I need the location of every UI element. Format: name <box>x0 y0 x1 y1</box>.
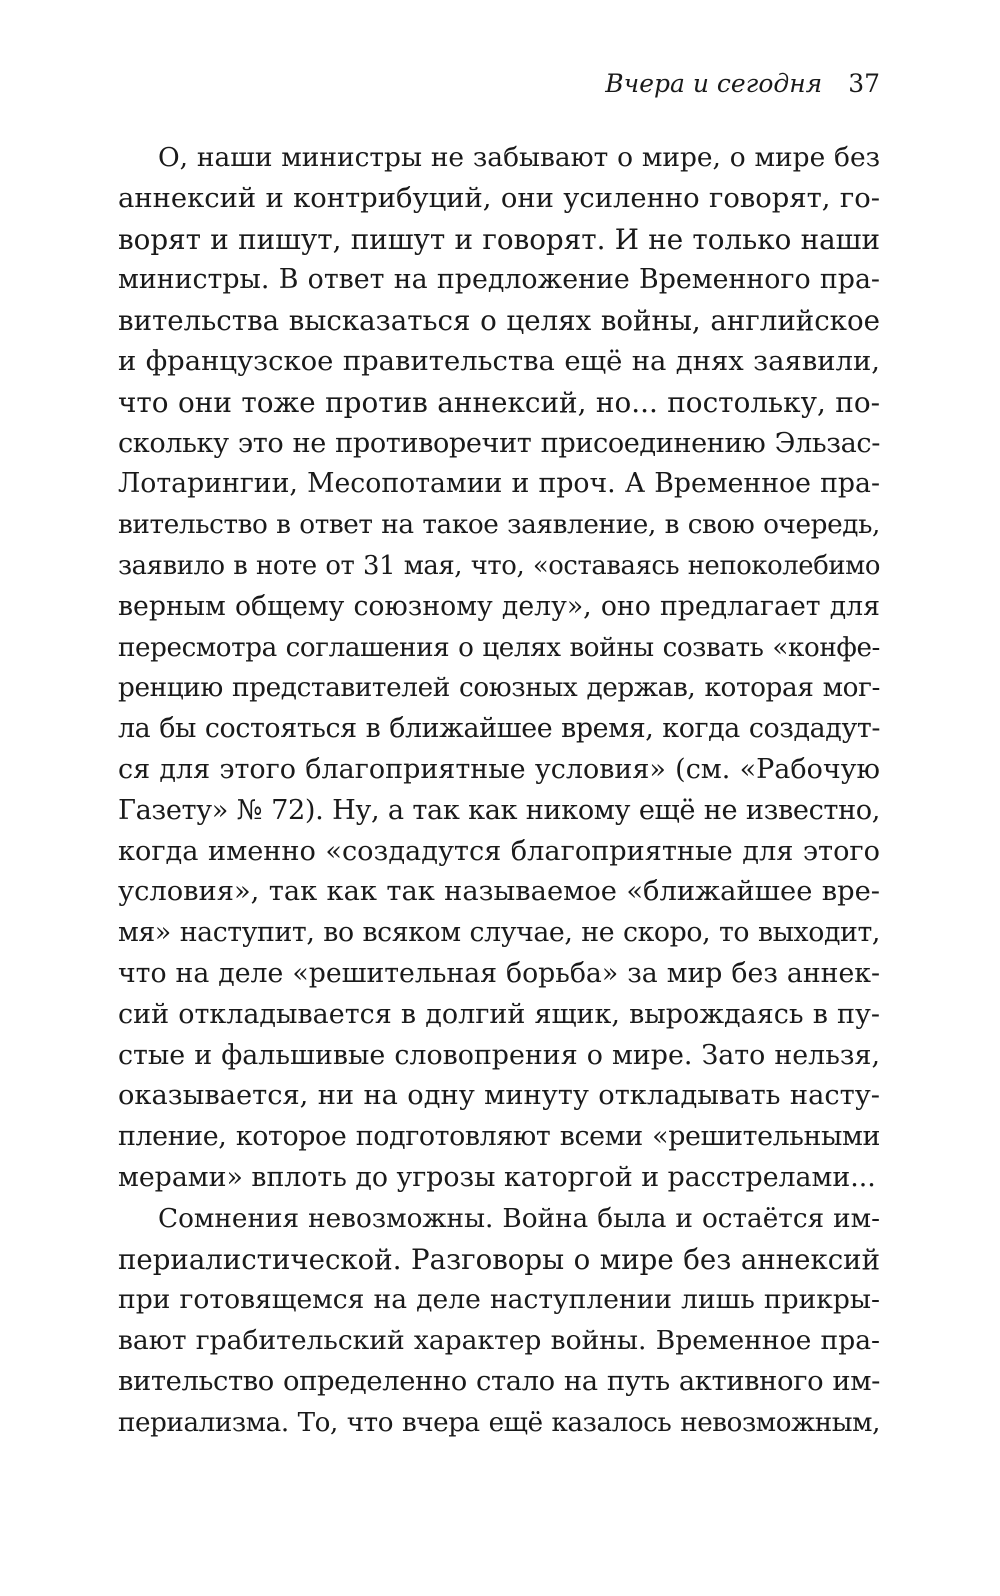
text-line: при готовящемся на деле наступлении лишь прикры- <box>118 1284 880 1316</box>
text-line: Газету» № 72). Ну, а так как никому ещё не известно, <box>118 794 880 826</box>
running-head-title: Вчера и сегодня <box>605 69 823 98</box>
text-line: ся для этого благоприятные условия» (см. «Рабочую <box>118 753 880 785</box>
text-line: мя» наступит, во всяком случае, не скоро, то выходит, <box>118 917 880 949</box>
text-line: ворят и пишут, пишут и говорят. И не только наши <box>118 222 880 256</box>
text-line: оказывается, ни на одну минуту откладывать насту- <box>118 1080 880 1112</box>
text-line: условия», так как так называемое «ближайшее вре- <box>118 876 880 908</box>
text-line: вительства высказаться о целях войны, английское <box>118 304 880 338</box>
text-line: мерами» вплоть до угрозы каторгой и расстрелами... <box>118 1161 876 1193</box>
text-line: верным общему союзному делу», оно предлагает для <box>118 590 880 622</box>
running-head <box>605 68 880 100</box>
text-line: что на деле «решительная борьба» за мир без аннек- <box>118 957 880 989</box>
paragraph-2 <box>118 1199 880 1444</box>
text-line: Лотарингии, Месопотамии и проч. А Временное пра- <box>118 468 880 500</box>
text-line: скольку это не противоречит присоединению Эльзас- <box>118 427 880 459</box>
body-text <box>118 138 880 1444</box>
text-line: вают грабительский характер войны. Временное пра- <box>118 1325 880 1357</box>
text-line: О, наши министры не забывают о мире, о мире без <box>158 142 880 173</box>
text-line: сий откладывается в долгий ящик, вырождаясь в пу- <box>118 998 880 1030</box>
text-line: периализма. То, что вчера ещё казалось невозможным, <box>118 1407 880 1438</box>
text-line: и французское правительства ещё на днях заявили, <box>118 345 880 377</box>
text-line: аннексий и контрибуций, они усиленно говорят, го- <box>118 182 880 214</box>
paragraph-1 <box>118 138 880 1199</box>
text-line: вительство в ответ на такое заявление, в свою очередь, <box>118 510 880 541</box>
text-line: заявило в ноте от 31 мая, что, «оставаясь непоколебимо <box>118 550 880 581</box>
text-line: Сомнения невозможны. Война была и остаётся им- <box>158 1203 880 1234</box>
text-line: пление, которое подготовляют всеми «решительными <box>118 1121 880 1153</box>
text-line: ренцию представителей союзных держав, которая мог- <box>118 673 880 704</box>
text-line: ла бы состояться в ближайшее время, когда создадут- <box>118 713 880 745</box>
text-line: министры. В ответ на предложение Временного пра- <box>118 264 880 296</box>
text-line: когда именно «создадутся благоприятные для этого <box>118 835 880 867</box>
text-line: периалистической. Разговоры о мире без аннексий <box>118 1242 880 1276</box>
text-line: что они тоже против аннексий, но... постольку, по- <box>118 385 880 419</box>
page-number: 37 <box>848 69 880 98</box>
text-line: вительство определенно стало на путь активного им- <box>118 1365 880 1397</box>
text-line: стые и фальшивые словопрения о мире. Зато нельзя, <box>118 1039 880 1071</box>
text-line: пересмотра соглашения о целях войны созвать «конфе- <box>118 632 880 663</box>
